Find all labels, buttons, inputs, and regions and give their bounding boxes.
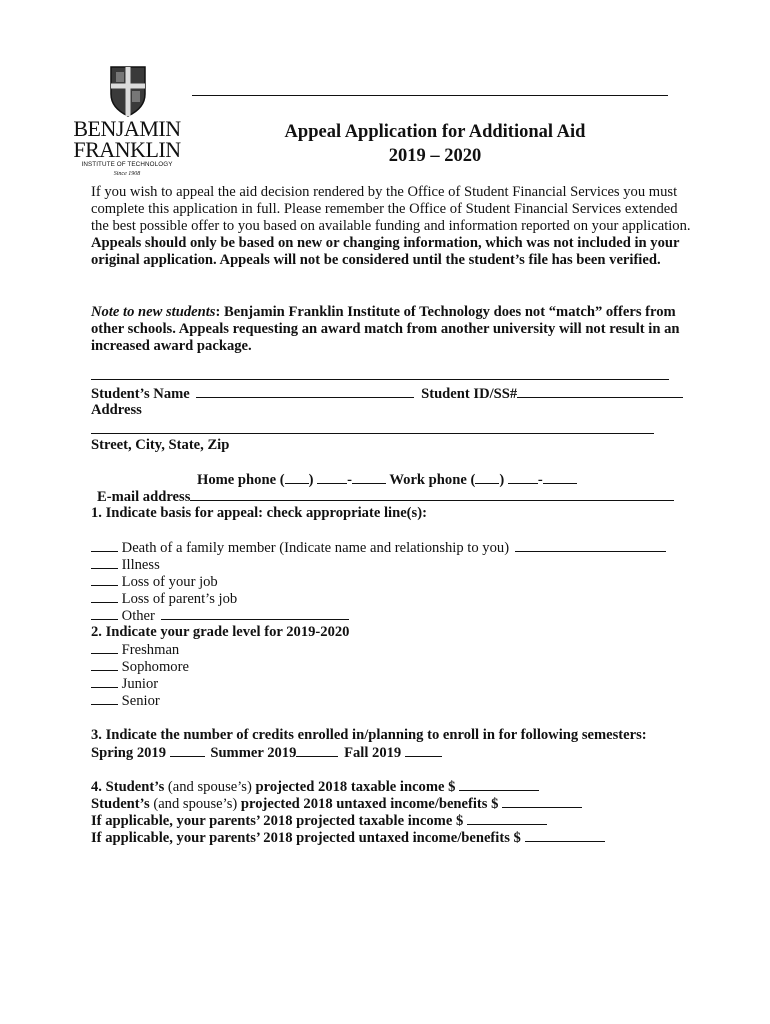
note-paragraph — [91, 304, 691, 355]
option-check-line[interactable] — [91, 556, 118, 569]
student-id-field[interactable] — [517, 385, 683, 398]
dash: - — [537, 472, 543, 488]
option-label: Other — [121, 608, 155, 624]
income-label-c: projected 2018 untaxed income/benefits $ — [240, 796, 499, 812]
option-check-line[interactable] — [91, 590, 118, 603]
grade-row — [91, 675, 158, 693]
option-row — [91, 556, 160, 574]
income-label-b: (and spouse’s) — [167, 779, 252, 795]
option-label: Loss of your job — [121, 574, 218, 590]
income-label: If applicable, your parents’ 2018 projected taxable income $ — [91, 813, 464, 829]
option-label: Loss of parent’s job — [121, 591, 238, 607]
income-label-b: (and spouse’s) — [153, 796, 238, 812]
income-row-parent-taxable — [91, 812, 547, 830]
spring-label: Spring 2019 — [91, 745, 167, 761]
grade-check-line[interactable] — [91, 641, 118, 654]
email-field[interactable] — [190, 488, 674, 501]
section3-heading: 3. Indicate the number of credits enrolled in/planning to enroll in for following semesters: — [91, 727, 647, 743]
semester-row — [91, 744, 442, 762]
logo-word-benjamin: BENJAMIN — [73, 116, 181, 141]
student-name-row — [91, 385, 683, 403]
option-check-line[interactable] — [91, 573, 118, 586]
note-text: : Benjamin Franklin Institute of Technology does not “match” offers from other schools. Appeals requesting an award match from another university will not result in an increased award package. — [91, 304, 680, 354]
address-label: Address — [91, 402, 142, 418]
logo-since: Since 1908 — [113, 171, 141, 177]
phone-row — [197, 471, 577, 489]
student-taxable-income-field[interactable] — [459, 778, 539, 791]
intro-text: If you wish to appeal the aid decision rendered by the Office of Student Financial Services you must complete this application in full. Please remember the Office of Student Financial Services extended the best possible offer to you based on available funding and information reported on your application. — [91, 184, 691, 234]
grade-label: Sophomore — [121, 659, 189, 675]
income-label-a: Student’s — [91, 796, 150, 812]
grade-label: Freshman — [121, 642, 180, 658]
student-id-label: Student ID/SS# — [421, 386, 518, 402]
income-row-parent-untaxed — [91, 829, 605, 847]
paren-close: ) — [499, 472, 505, 488]
work-phone-area-field[interactable] — [475, 471, 499, 484]
other-field[interactable] — [161, 607, 349, 620]
section1-heading: 1. Indicate basis for appeal: check appropriate line(s): — [91, 505, 427, 521]
logo-subtitle: INSTITUTE OF TECHNOLOGY — [81, 161, 173, 168]
grade-check-line[interactable] — [91, 692, 118, 705]
summer-credits-field[interactable] — [296, 744, 338, 757]
option-label: Illness — [121, 557, 160, 573]
parent-taxable-income-field[interactable] — [467, 812, 547, 825]
income-row-student-untaxed — [91, 795, 582, 813]
grade-label: Senior — [121, 693, 160, 709]
work-phone-label: Work phone ( — [389, 472, 476, 488]
shield-crest-icon — [108, 64, 148, 118]
header-rule — [192, 95, 668, 96]
relationship-field[interactable] — [515, 539, 666, 552]
spring-credits-field[interactable] — [170, 744, 205, 757]
option-row — [91, 539, 666, 557]
parent-untaxed-income-field[interactable] — [525, 829, 605, 842]
street-label: Street, City, State, Zip — [91, 437, 230, 453]
address-field[interactable] — [91, 433, 654, 434]
page-year: 2019 – 2020 — [388, 146, 482, 166]
grade-row — [91, 658, 189, 676]
option-row — [91, 590, 237, 608]
home-phone-number-field[interactable] — [352, 471, 386, 484]
grade-row — [91, 692, 160, 710]
home-phone-area-field[interactable] — [285, 471, 309, 484]
fall-label: Fall 2019 — [344, 745, 402, 761]
fall-credits-field[interactable] — [405, 744, 442, 757]
income-label-c: projected 2018 taxable income $ — [255, 779, 456, 795]
grade-check-line[interactable] — [91, 675, 118, 688]
work-phone-prefix-field[interactable] — [508, 471, 538, 484]
grade-label: Junior — [121, 676, 159, 692]
student-name-label: Student’s Name — [91, 386, 190, 402]
institute-logo — [72, 62, 186, 180]
home-phone-label: Home phone ( — [197, 472, 285, 488]
work-phone-number-field[interactable] — [543, 471, 577, 484]
student-name-field[interactable] — [196, 385, 414, 398]
income-label: If applicable, your parents’ 2018 projected untaxed income/benefits $ — [91, 830, 521, 846]
income-label-a: 4. Student’s — [91, 779, 165, 795]
summer-label: Summer 2019 — [210, 745, 297, 761]
intro-paragraph — [91, 184, 691, 269]
home-phone-prefix-field[interactable] — [317, 471, 347, 484]
option-row — [91, 607, 349, 625]
email-label: E-mail address — [97, 489, 191, 505]
page-title: Appeal Application for Additional Aid — [284, 122, 586, 142]
option-check-line[interactable] — [91, 539, 118, 552]
logo-word-franklin: FRANKLIN — [73, 137, 181, 162]
income-row-student-taxable — [91, 778, 539, 796]
intro-bold-text: Appeals should only be based on new or changing information, which was not included in your original application. Appeals will not be considered until the student’s file has been verified. — [91, 235, 680, 268]
option-label: Death of a family member (Indicate name and relationship to you) — [121, 540, 510, 556]
grade-row — [91, 641, 179, 659]
separator-rule — [91, 379, 669, 380]
email-row — [97, 488, 674, 506]
paren-close: ) — [308, 472, 314, 488]
option-check-line[interactable] — [91, 607, 118, 620]
grade-check-line[interactable] — [91, 658, 118, 671]
student-untaxed-income-field[interactable] — [502, 795, 582, 808]
section2-heading: 2. Indicate your grade level for 2019-2020 — [91, 624, 350, 640]
dash: - — [347, 472, 352, 488]
option-row — [91, 573, 218, 591]
note-label: Note to new students — [91, 304, 216, 320]
